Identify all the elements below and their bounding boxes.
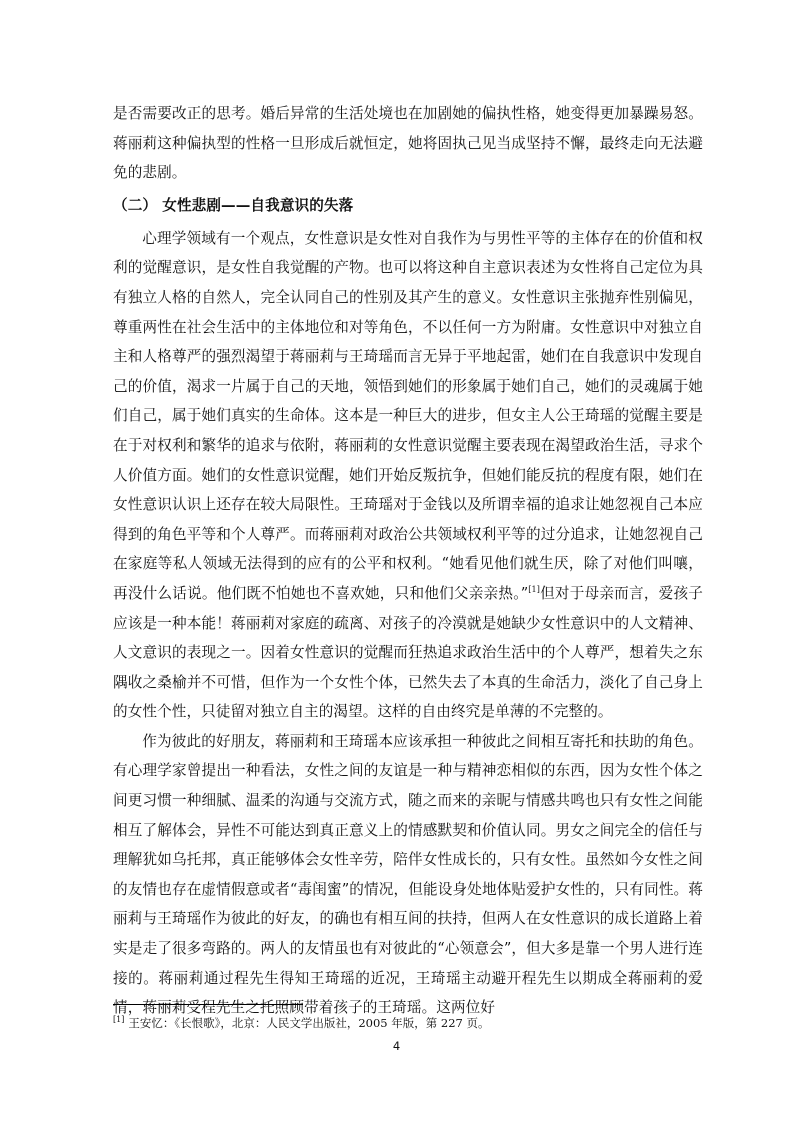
paragraph-continued: 是否需要改正的思考。婚后异常的生活处境也在加剧她的偏执性格，她变得更加暴躁易怒。蒋丽莉这种偏执型的性格一旦形成后就恒定，她将固执己见当成坚持不懈，最终走向无法避免的悲剧。 (113, 105, 703, 182)
paragraph-text-part-a: 心理学领域有一个观点，女性意识是女性对自我作为与男性平等的主体存在的价值和权利的觉醒意识，是女性自我觉醒的产物。也可以将这种自主意识表述为女性将自己定位为具有独立人格的自然人，完全认同自己的性别及其产生的意义。女性意识主张抛弃性别偏见，尊重两性在社会生活中的主体地位和对等角色，不以任何一方为附庸。女性意识中对独立自主和人格尊严的强烈渴望于蒋丽莉与王琦瑶而言无异于平地起雷，她们在自我意识中发现自己的价值，渴求一片属于自己的天地，领悟到她们的形象属于她们自己，她们的灵魂属于她们自己，属于她们真实的生命体。这本是一种巨大的进步，但女主人公王琦瑶的觉醒主要是在于对权利和繁华的追求与依附，蒋丽莉的女性意识觉醒主要表现在渴望政治生活，寻求个人价值方面。她们的女性意识觉醒，她们开始反叛抗争，但她们能反抗的程度有限，她们在女性意识认识上还存在较大局限性。王琦瑶对于金钱以及所谓幸福的追求让她忽视自己本应得到的角色平等和个人尊严。而蒋丽莉对政治公共领域权利平等的过分追求，让她忽视自己在家庭等私人领域无法得到的应有的公平和权利。“她看见他们就生厌，除了对他们叫嚷，再没什么话说。他们既不怕她也不喜欢她，只和他们父亲亲热。” (113, 229, 703, 602)
body-text (113, 99, 703, 1023)
footnote (113, 1012, 703, 1031)
footnote-divider (113, 1004, 303, 1005)
paragraph-friendship: 作为彼此的好朋友，蒋丽莉和王琦瑶本应该承担一种彼此之间相互寄托和扶助的角色。有心理学家曾提出一种看法，女性之间的友谊是一种与精神恋相似的东西，因为女性个体之间更习惯一种细腻、温柔的沟通与交流方式，随之而来的亲昵与情感共鸣也只有女性之间能相互了解体会，异性不可能达到真正意义上的情感默契和价值认同。男女之间完全的信任与理解犹如乌托邦，真正能够体会女性辛劳，陪伴女性成长的，只有女性。虽然如今女性之间的友情也存在虚情假意或者“毒闺蜜”的情况，但能设身处地体贴爱护女性的，只有同性。蒋丽莉与王琦瑶作为彼此的好友，的确也有相互间的扶持，但两人在女性意识的成长道路上着实是走了很多弯路的。两人的友情虽也有对彼此的“心领意会”，但大多是靠一个男人进行连接的。蒋丽莉通过程先生得知王琦瑶的近况，王琦瑶主动避开程先生以期成全蒋丽莉的爱情，蒋丽莉受程先生之托照顾带着孩子的王琦瑶。这两位好 (113, 732, 703, 1017)
footnote-text: 王安忆：《长恨歌》，北京：人民文学出版社，2005 年版，第 227 页。 (128, 1015, 490, 1030)
footnote-mark: [1] (113, 1015, 125, 1024)
page-number: 4 (392, 1039, 401, 1053)
paragraph-text-part-b: 但对于母亲而言，爱孩子应该是一种本能！蒋丽莉对家庭的疏离、对孩子的冷漠就是她缺少女性意识中的人文精神、人文意识的表现之一。因着女性意识的觉醒而狂热追求政治生活中的个人尊严，想着失之东隅收之桑榆并不可惜，但作为一个女性个体，已然失去了本真的生命活力，淡化了自己身上的女性个性，只徒留对独立自主的渴望。这样的自由终究是单薄的不完整的。 (113, 584, 703, 721)
paragraph-female-consciousness (113, 224, 703, 727)
footnote-reference[interactable]: [1] (528, 585, 540, 595)
section-heading: （二） 女性悲剧——自我意识的失落 (113, 196, 354, 214)
